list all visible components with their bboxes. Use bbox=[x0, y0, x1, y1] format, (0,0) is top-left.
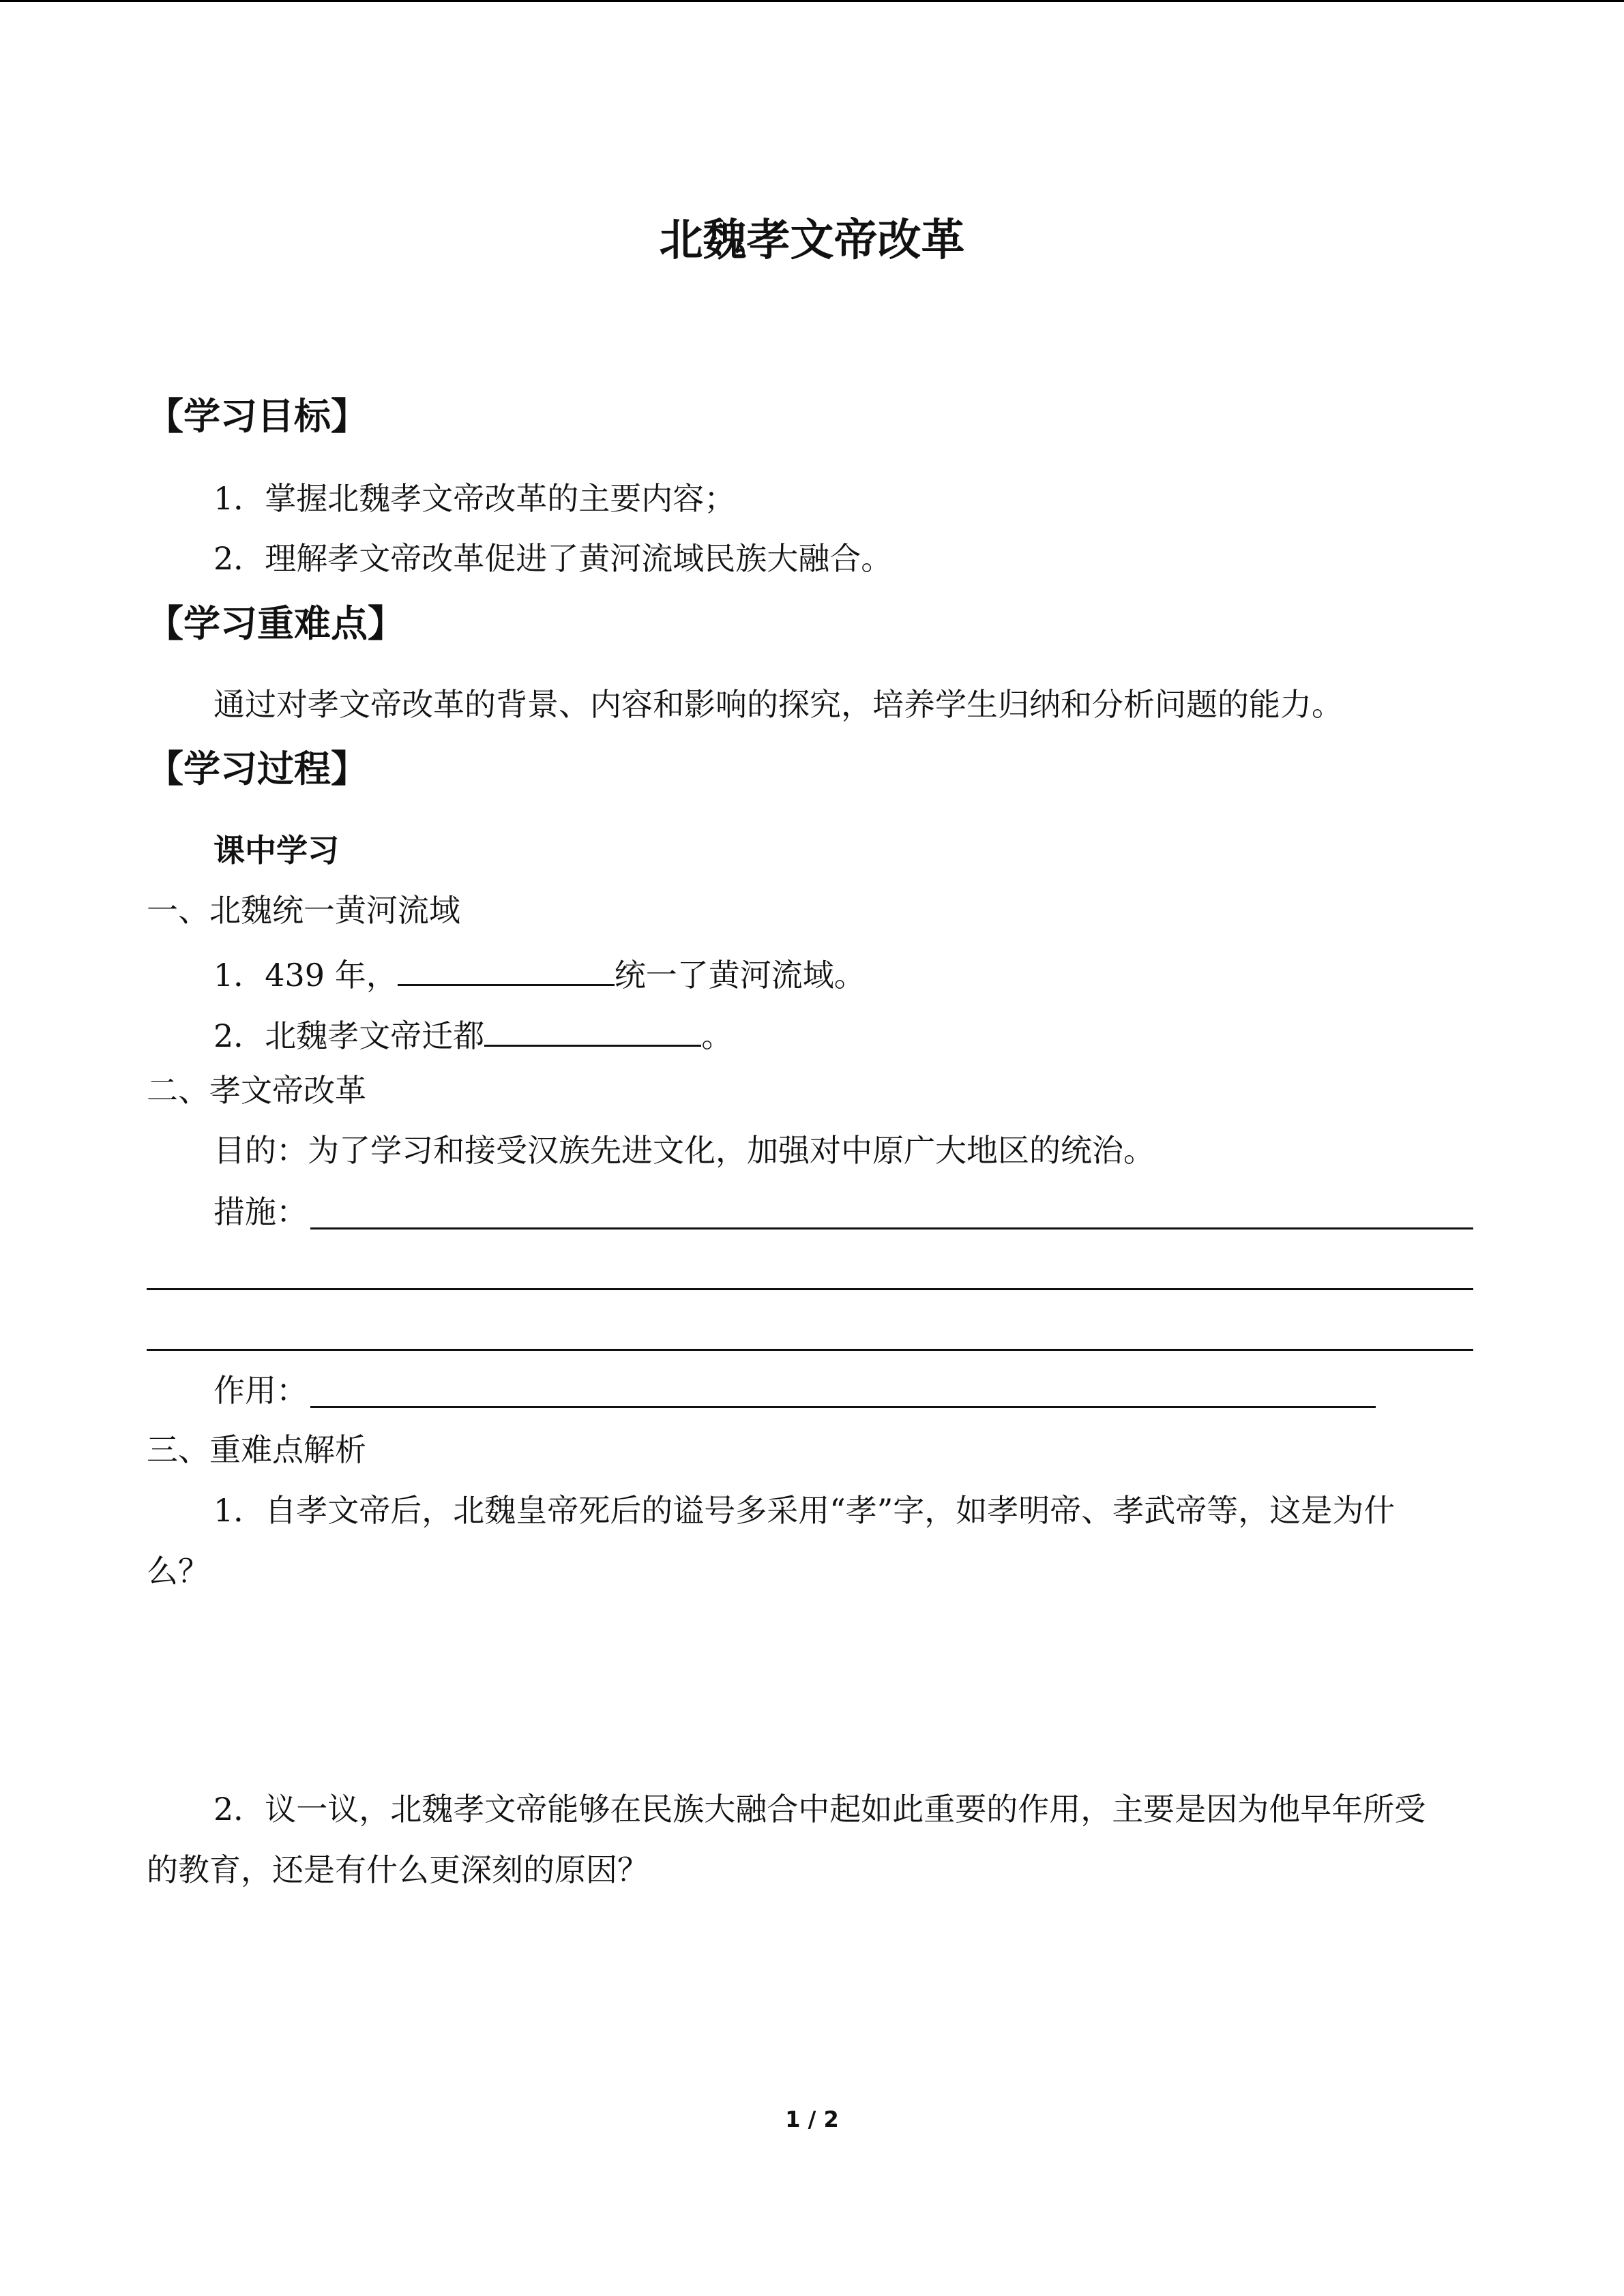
process-heading: 【学习过程】 bbox=[147, 747, 368, 790]
part1-question-1 bbox=[213, 950, 866, 996]
analysis-question-1-line-2: 么？ bbox=[147, 1553, 209, 1590]
measures-label: 措施： bbox=[213, 1193, 308, 1230]
part2-heading: 二、孝文帝改革 bbox=[147, 1072, 366, 1109]
effect-label: 作用： bbox=[213, 1372, 308, 1409]
in-class-subheading: 课中学习 bbox=[213, 832, 339, 869]
key-points-heading: 【学习重难点】 bbox=[147, 601, 404, 645]
goals-heading: 【学习目标】 bbox=[147, 394, 368, 438]
goal-item-2: 2．理解孝文帝改革促进了黄河流域民族大融合。 bbox=[213, 540, 893, 577]
part3-heading: 三、重难点解析 bbox=[147, 1431, 366, 1468]
key-points-text: 通过对孝文帝改革的背景、内容和影响的探究，培养学生归纳和分析问题的能力。 bbox=[213, 686, 1343, 723]
fill-blank-1[interactable] bbox=[398, 950, 615, 986]
q1-text-before: 1．439 年， bbox=[213, 957, 398, 994]
analysis-question-1-line-1: 1．自孝文帝后，北魏皇帝死后的谥号多采用“孝”字，如孝明帝、孝武帝等，这是为什 bbox=[213, 1492, 1396, 1529]
page-number: 1 / 2 bbox=[785, 2106, 839, 2132]
q2-text-before: 2．北魏孝文帝迁都 bbox=[213, 1017, 485, 1054]
page-title: 北魏孝文帝改革 bbox=[659, 215, 965, 266]
part1-question-2 bbox=[213, 1011, 733, 1056]
analysis-question-2-line-1: 2．议一议，北魏孝文帝能够在民族大融合中起如此重要的作用，主要是因为他早年所受 bbox=[213, 1791, 1426, 1828]
measures-answer-line-1[interactable] bbox=[310, 1227, 1473, 1229]
purpose-text: 目的：为了学习和接受汉族先进文化，加强对中原广大地区的统治。 bbox=[213, 1132, 1155, 1169]
analysis-question-2-line-2: 的教育，还是有什么更深刻的原因？ bbox=[147, 1851, 649, 1888]
goal-item-1: 1．掌握北魏孝文帝改革的主要内容； bbox=[213, 480, 736, 517]
part1-heading: 一、北魏统一黄河流域 bbox=[147, 892, 460, 929]
q2-text-after: 。 bbox=[701, 1017, 733, 1054]
effect-answer-line[interactable] bbox=[310, 1406, 1376, 1408]
measures-answer-line-3[interactable] bbox=[147, 1349, 1473, 1351]
measures-answer-line-2[interactable] bbox=[147, 1288, 1473, 1290]
fill-blank-2[interactable] bbox=[484, 1011, 701, 1047]
q1-text-after: 统一了黄河流域。 bbox=[614, 957, 866, 994]
